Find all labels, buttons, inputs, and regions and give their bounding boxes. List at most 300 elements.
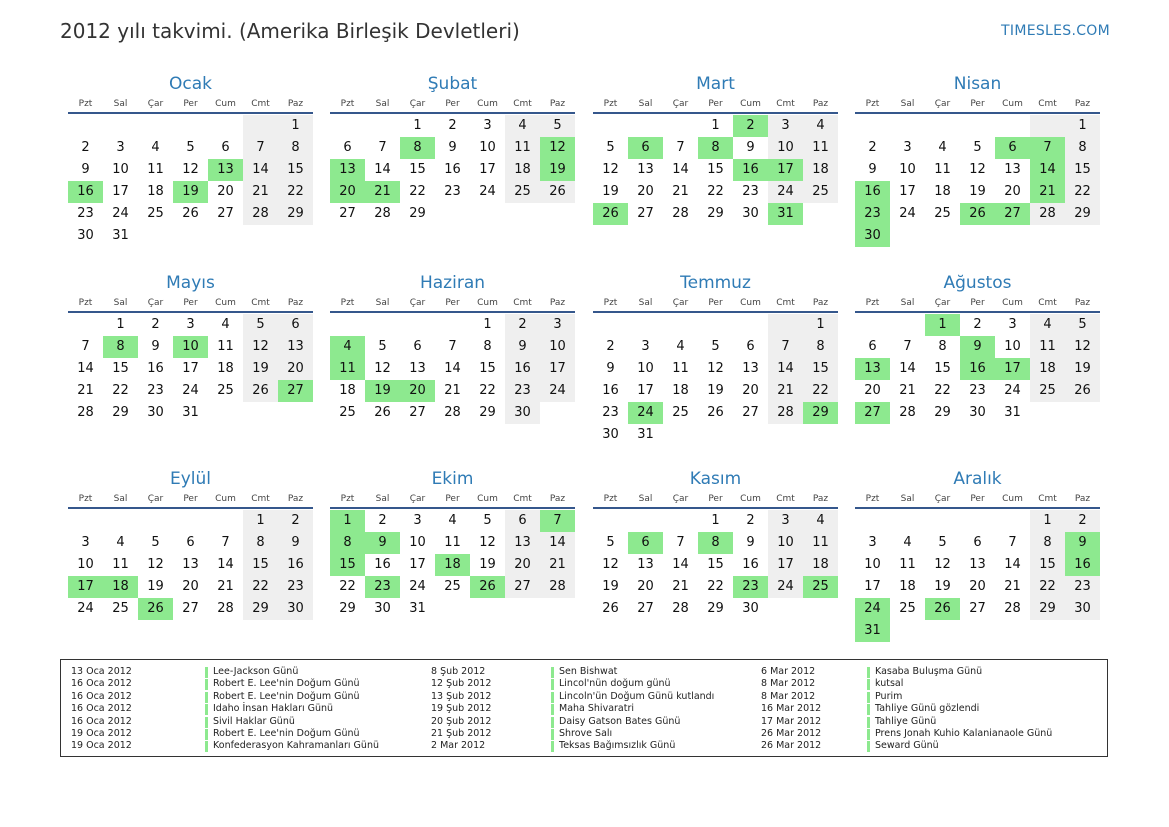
day-cell[interactable]: 5 (711, 339, 720, 354)
day-cell[interactable]: 30 (147, 405, 164, 420)
day-cell[interactable]: 8 (803, 336, 838, 358)
day-cell[interactable]: 2 (278, 510, 313, 532)
day-cell[interactable]: 1 (1065, 115, 1100, 137)
day-cell[interactable]: 2 (448, 118, 457, 133)
holiday-day-cell[interactable]: 19 (173, 181, 208, 203)
day-cell[interactable]: 31 (182, 405, 199, 420)
day-cell[interactable]: 18 (505, 159, 540, 181)
day-cell[interactable]: 20 (864, 383, 881, 398)
day-cell[interactable]: 12 (934, 557, 951, 572)
day-cell[interactable]: 18 (147, 184, 164, 199)
day-cell[interactable]: 18 (1030, 358, 1065, 380)
day-cell[interactable]: 11 (1030, 336, 1065, 358)
day-cell[interactable]: 22 (707, 184, 724, 199)
day-cell[interactable]: 4 (151, 140, 160, 155)
day-cell[interactable]: 26 (540, 181, 575, 203)
day-cell[interactable]: 16 (505, 358, 540, 380)
day-cell[interactable]: 2 (378, 513, 387, 528)
day-cell[interactable]: 29 (409, 206, 426, 221)
day-cell[interactable]: 5 (540, 115, 575, 137)
day-cell[interactable]: 28 (540, 576, 575, 598)
day-cell[interactable]: 24 (540, 380, 575, 402)
day-cell[interactable]: 17 (768, 554, 803, 576)
day-cell[interactable]: 23 (505, 380, 540, 402)
day-cell[interactable]: 17 (637, 383, 654, 398)
day-cell[interactable]: 6 (343, 140, 352, 155)
holiday-day-cell[interactable]: 8 (698, 532, 733, 554)
holiday-day-cell[interactable]: 16 (68, 181, 103, 203)
holiday-day-cell[interactable]: 15 (330, 554, 365, 576)
day-cell[interactable]: 20 (637, 184, 654, 199)
day-cell[interactable]: 2 (973, 317, 982, 332)
holiday-day-cell[interactable]: 26 (925, 598, 960, 620)
holiday-day-cell[interactable]: 13 (855, 358, 890, 380)
day-cell[interactable]: 9 (151, 339, 160, 354)
day-cell[interactable]: 4 (1030, 314, 1065, 336)
day-cell[interactable]: 12 (707, 361, 724, 376)
day-cell[interactable]: 29 (707, 601, 724, 616)
day-cell[interactable]: 1 (803, 314, 838, 336)
day-cell[interactable]: 4 (221, 317, 230, 332)
day-cell[interactable]: 30 (77, 228, 94, 243)
day-cell[interactable]: 15 (243, 554, 278, 576)
day-cell[interactable]: 27 (182, 601, 199, 616)
day-cell[interactable]: 14 (1004, 557, 1021, 572)
day-cell[interactable]: 19 (1065, 358, 1100, 380)
day-cell[interactable]: 5 (186, 140, 195, 155)
day-cell[interactable]: 14 (374, 162, 391, 177)
day-cell[interactable]: 23 (969, 383, 986, 398)
day-cell[interactable]: 15 (803, 358, 838, 380)
day-cell[interactable]: 15 (409, 162, 426, 177)
day-cell[interactable]: 1 (278, 115, 313, 137)
day-cell[interactable]: 7 (676, 140, 685, 155)
day-cell[interactable]: 25 (112, 601, 129, 616)
day-cell[interactable]: 19 (147, 579, 164, 594)
day-cell[interactable]: 15 (278, 159, 313, 181)
day-cell[interactable]: 8 (1065, 137, 1100, 159)
day-cell[interactable]: 25 (147, 206, 164, 221)
day-cell[interactable]: 16 (278, 554, 313, 576)
day-cell[interactable]: 1 (243, 510, 278, 532)
holiday-day-cell[interactable]: 31 (855, 620, 890, 642)
holiday-day-cell[interactable]: 27 (995, 203, 1030, 225)
day-cell[interactable]: 22 (278, 181, 313, 203)
day-cell[interactable]: 19 (707, 383, 724, 398)
day-cell[interactable]: 27 (742, 405, 759, 420)
day-cell[interactable]: 19 (602, 579, 619, 594)
day-cell[interactable]: 29 (707, 206, 724, 221)
day-cell[interactable]: 17 (479, 162, 496, 177)
day-cell[interactable]: 3 (483, 118, 492, 133)
day-cell[interactable]: 22 (409, 184, 426, 199)
day-cell[interactable]: 21 (768, 380, 803, 402)
day-cell[interactable]: 8 (1030, 532, 1065, 554)
day-cell[interactable]: 16 (602, 383, 619, 398)
holiday-day-cell[interactable]: 9 (960, 336, 995, 358)
day-cell[interactable]: 21 (672, 579, 689, 594)
day-cell[interactable]: 4 (448, 513, 457, 528)
day-cell[interactable]: 4 (505, 115, 540, 137)
day-cell[interactable]: 30 (602, 427, 619, 442)
day-cell[interactable]: 12 (479, 535, 496, 550)
day-cell[interactable]: 12 (602, 557, 619, 572)
day-cell[interactable]: 24 (112, 206, 129, 221)
day-cell[interactable]: 23 (602, 405, 619, 420)
day-cell[interactable]: 30 (1065, 598, 1100, 620)
holiday-day-cell[interactable]: 1 (330, 510, 365, 532)
day-cell[interactable]: 20 (637, 579, 654, 594)
day-cell[interactable]: 13 (1004, 162, 1021, 177)
holiday-day-cell[interactable]: 17 (995, 358, 1030, 380)
day-cell[interactable]: 28 (899, 405, 916, 420)
day-cell[interactable]: 14 (672, 162, 689, 177)
day-cell[interactable]: 21 (243, 181, 278, 203)
day-cell[interactable]: 7 (448, 339, 457, 354)
day-cell[interactable]: 28 (1004, 601, 1021, 616)
day-cell[interactable]: 3 (768, 115, 803, 137)
day-cell[interactable]: 6 (278, 314, 313, 336)
day-cell[interactable]: 23 (278, 576, 313, 598)
day-cell[interactable]: 30 (969, 405, 986, 420)
day-cell[interactable]: 30 (742, 601, 759, 616)
day-cell[interactable]: 21 (217, 579, 234, 594)
day-cell[interactable]: 7 (221, 535, 230, 550)
day-cell[interactable]: 15 (479, 361, 496, 376)
day-cell[interactable]: 25 (672, 405, 689, 420)
day-cell[interactable]: 17 (182, 361, 199, 376)
day-cell[interactable]: 5 (606, 140, 615, 155)
day-cell[interactable]: 11 (147, 162, 164, 177)
day-cell[interactable]: 27 (505, 576, 540, 598)
day-cell[interactable]: 10 (864, 557, 881, 572)
day-cell[interactable]: 5 (378, 339, 387, 354)
day-cell[interactable]: 16 (742, 557, 759, 572)
holiday-day-cell[interactable]: 21 (1030, 181, 1065, 203)
day-cell[interactable]: 9 (505, 336, 540, 358)
day-cell[interactable]: 23 (742, 184, 759, 199)
holiday-day-cell[interactable]: 19 (365, 380, 400, 402)
day-cell[interactable]: 29 (112, 405, 129, 420)
day-cell[interactable]: 3 (868, 535, 877, 550)
day-cell[interactable]: 13 (637, 162, 654, 177)
day-cell[interactable]: 6 (746, 339, 755, 354)
holiday-day-cell[interactable]: 16 (733, 159, 768, 181)
holiday-day-cell[interactable]: 24 (855, 598, 890, 620)
day-cell[interactable]: 14 (899, 361, 916, 376)
holiday-day-cell[interactable]: 8 (330, 532, 365, 554)
holiday-day-cell[interactable]: 12 (540, 137, 575, 159)
day-cell[interactable]: 20 (182, 579, 199, 594)
day-cell[interactable]: 5 (483, 513, 492, 528)
day-cell[interactable]: 12 (243, 336, 278, 358)
day-cell[interactable]: 7 (676, 535, 685, 550)
day-cell[interactable]: 19 (934, 579, 951, 594)
day-cell[interactable]: 28 (444, 405, 461, 420)
day-cell[interactable]: 18 (899, 579, 916, 594)
holiday-day-cell[interactable]: 23 (855, 203, 890, 225)
holiday-day-cell[interactable]: 18 (103, 576, 138, 598)
day-cell[interactable]: 14 (243, 159, 278, 181)
day-cell[interactable]: 22 (803, 380, 838, 402)
day-cell[interactable]: 9 (746, 140, 755, 155)
day-cell[interactable]: 26 (243, 380, 278, 402)
day-cell[interactable]: 23 (77, 206, 94, 221)
day-cell[interactable]: 2 (81, 140, 90, 155)
day-cell[interactable]: 12 (1065, 336, 1100, 358)
day-cell[interactable]: 1 (483, 317, 492, 332)
day-cell[interactable]: 12 (602, 162, 619, 177)
day-cell[interactable]: 13 (505, 532, 540, 554)
day-cell[interactable]: 9 (81, 162, 90, 177)
day-cell[interactable]: 24 (409, 579, 426, 594)
day-cell[interactable]: 25 (505, 181, 540, 203)
day-cell[interactable]: 28 (374, 206, 391, 221)
day-cell[interactable]: 15 (707, 557, 724, 572)
day-cell[interactable]: 25 (934, 206, 951, 221)
day-cell[interactable]: 28 (243, 203, 278, 225)
day-cell[interactable]: 5 (1065, 314, 1100, 336)
holiday-day-cell[interactable]: 20 (330, 181, 365, 203)
day-cell[interactable]: 22 (339, 579, 356, 594)
holiday-day-cell[interactable]: 16 (960, 358, 995, 380)
day-cell[interactable]: 7 (903, 339, 912, 354)
day-cell[interactable]: 2 (505, 314, 540, 336)
day-cell[interactable]: 25 (803, 181, 838, 203)
holiday-day-cell[interactable]: 7 (1030, 137, 1065, 159)
day-cell[interactable]: 28 (77, 405, 94, 420)
day-cell[interactable]: 6 (413, 339, 422, 354)
day-cell[interactable]: 25 (899, 601, 916, 616)
day-cell[interactable]: 26 (374, 405, 391, 420)
holiday-day-cell[interactable]: 24 (628, 402, 663, 424)
day-cell[interactable]: 28 (672, 206, 689, 221)
day-cell[interactable]: 29 (934, 405, 951, 420)
day-cell[interactable]: 13 (742, 361, 759, 376)
day-cell[interactable]: 6 (221, 140, 230, 155)
day-cell[interactable]: 20 (742, 383, 759, 398)
holiday-day-cell[interactable]: 9 (1065, 532, 1100, 554)
day-cell[interactable]: 10 (768, 532, 803, 554)
day-cell[interactable]: 13 (637, 557, 654, 572)
holiday-day-cell[interactable]: 27 (855, 402, 890, 424)
holiday-day-cell[interactable]: 9 (365, 532, 400, 554)
day-cell[interactable]: 27 (637, 601, 654, 616)
day-cell[interactable]: 18 (803, 159, 838, 181)
holiday-day-cell[interactable]: 17 (768, 159, 803, 181)
day-cell[interactable]: 18 (934, 184, 951, 199)
day-cell[interactable]: 19 (243, 358, 278, 380)
day-cell[interactable]: 10 (637, 361, 654, 376)
holiday-day-cell[interactable]: 10 (173, 336, 208, 358)
day-cell[interactable]: 10 (409, 535, 426, 550)
day-cell[interactable]: 11 (803, 137, 838, 159)
day-cell[interactable]: 30 (505, 402, 540, 424)
day-cell[interactable]: 1 (711, 513, 720, 528)
day-cell[interactable]: 6 (973, 535, 982, 550)
day-cell[interactable]: 13 (182, 557, 199, 572)
holiday-day-cell[interactable]: 8 (698, 137, 733, 159)
day-cell[interactable]: 4 (676, 339, 685, 354)
day-cell[interactable]: 2 (746, 513, 755, 528)
day-cell[interactable]: 13 (969, 557, 986, 572)
day-cell[interactable]: 20 (217, 184, 234, 199)
day-cell[interactable]: 25 (217, 383, 234, 398)
day-cell[interactable]: 29 (243, 598, 278, 620)
holiday-day-cell[interactable]: 26 (960, 203, 995, 225)
day-cell[interactable]: 1 (413, 118, 422, 133)
day-cell[interactable]: 14 (444, 361, 461, 376)
day-cell[interactable]: 11 (672, 361, 689, 376)
day-cell[interactable]: 7 (378, 140, 387, 155)
day-cell[interactable]: 11 (112, 557, 129, 572)
day-cell[interactable]: 4 (938, 140, 947, 155)
day-cell[interactable]: 30 (278, 598, 313, 620)
day-cell[interactable]: 29 (339, 601, 356, 616)
day-cell[interactable]: 3 (1008, 317, 1017, 332)
day-cell[interactable]: 14 (768, 358, 803, 380)
day-cell[interactable]: 6 (186, 535, 195, 550)
day-cell[interactable]: 22 (112, 383, 129, 398)
day-cell[interactable]: 4 (903, 535, 912, 550)
day-cell[interactable]: 3 (413, 513, 422, 528)
day-cell[interactable]: 3 (903, 140, 912, 155)
day-cell[interactable]: 16 (147, 361, 164, 376)
day-cell[interactable]: 11 (444, 535, 461, 550)
day-cell[interactable]: 26 (602, 601, 619, 616)
day-cell[interactable]: 23 (1065, 576, 1100, 598)
day-cell[interactable]: 4 (116, 535, 125, 550)
day-cell[interactable]: 20 (278, 358, 313, 380)
holiday-day-cell[interactable]: 30 (855, 225, 890, 247)
day-cell[interactable]: 17 (864, 579, 881, 594)
day-cell[interactable]: 7 (1008, 535, 1017, 550)
day-cell[interactable]: 2 (868, 140, 877, 155)
day-cell[interactable]: 21 (540, 554, 575, 576)
day-cell[interactable]: 3 (540, 314, 575, 336)
holiday-day-cell[interactable]: 21 (365, 181, 400, 203)
holiday-day-cell[interactable]: 16 (855, 181, 890, 203)
day-cell[interactable]: 18 (217, 361, 234, 376)
day-cell[interactable]: 9 (746, 535, 755, 550)
day-cell[interactable]: 5 (973, 140, 982, 155)
day-cell[interactable]: 30 (742, 206, 759, 221)
day-cell[interactable]: 27 (217, 206, 234, 221)
day-cell[interactable]: 3 (186, 317, 195, 332)
day-cell[interactable]: 2 (151, 317, 160, 332)
day-cell[interactable]: 7 (81, 339, 90, 354)
holiday-day-cell[interactable]: 8 (103, 336, 138, 358)
day-cell[interactable]: 17 (540, 358, 575, 380)
day-cell[interactable]: 27 (339, 206, 356, 221)
day-cell[interactable]: 17 (409, 557, 426, 572)
holiday-day-cell[interactable]: 25 (803, 576, 838, 598)
day-cell[interactable]: 10 (112, 162, 129, 177)
day-cell[interactable]: 24 (899, 206, 916, 221)
holiday-day-cell[interactable]: 23 (365, 576, 400, 598)
holiday-day-cell[interactable]: 2 (733, 115, 768, 137)
day-cell[interactable]: 8 (938, 339, 947, 354)
day-cell[interactable]: 19 (479, 557, 496, 572)
holiday-day-cell[interactable]: 20 (400, 380, 435, 402)
day-cell[interactable]: 9 (868, 162, 877, 177)
day-cell[interactable]: 18 (339, 383, 356, 398)
day-cell[interactable]: 13 (409, 361, 426, 376)
holiday-day-cell[interactable]: 16 (1065, 554, 1100, 576)
day-cell[interactable]: 11 (899, 557, 916, 572)
holiday-day-cell[interactable]: 6 (995, 137, 1030, 159)
holiday-day-cell[interactable]: 11 (330, 358, 365, 380)
site-link[interactable]: TIMESLES.COM (1001, 23, 1110, 39)
day-cell[interactable]: 23 (147, 383, 164, 398)
day-cell[interactable]: 1 (116, 317, 125, 332)
day-cell[interactable]: 22 (934, 383, 951, 398)
day-cell[interactable]: 17 (112, 184, 129, 199)
day-cell[interactable]: 8 (278, 137, 313, 159)
day-cell[interactable]: 21 (672, 184, 689, 199)
day-cell[interactable]: 20 (1004, 184, 1021, 199)
day-cell[interactable]: 14 (540, 532, 575, 554)
day-cell[interactable]: 31 (112, 228, 129, 243)
day-cell[interactable]: 7 (243, 137, 278, 159)
day-cell[interactable]: 7 (768, 336, 803, 358)
day-cell[interactable]: 9 (606, 361, 615, 376)
day-cell[interactable]: 11 (934, 162, 951, 177)
day-cell[interactable]: 5 (606, 535, 615, 550)
holiday-day-cell[interactable]: 7 (540, 510, 575, 532)
day-cell[interactable]: 10 (1004, 339, 1021, 354)
day-cell[interactable]: 26 (1065, 380, 1100, 402)
day-cell[interactable]: 19 (969, 184, 986, 199)
day-cell[interactable]: 22 (479, 383, 496, 398)
day-cell[interactable]: 22 (1030, 576, 1065, 598)
day-cell[interactable]: 28 (1030, 203, 1065, 225)
holiday-day-cell[interactable]: 26 (470, 576, 505, 598)
day-cell[interactable]: 10 (899, 162, 916, 177)
day-cell[interactable]: 15 (1065, 159, 1100, 181)
day-cell[interactable]: 18 (672, 383, 689, 398)
holiday-day-cell[interactable]: 1 (925, 314, 960, 336)
holiday-day-cell[interactable]: 6 (628, 137, 663, 159)
day-cell[interactable]: 30 (374, 601, 391, 616)
day-cell[interactable]: 3 (641, 339, 650, 354)
day-cell[interactable]: 21 (899, 383, 916, 398)
day-cell[interactable]: 3 (768, 510, 803, 532)
day-cell[interactable]: 31 (637, 427, 654, 442)
day-cell[interactable]: 28 (217, 601, 234, 616)
holiday-day-cell[interactable]: 31 (768, 203, 803, 225)
day-cell[interactable]: 29 (278, 203, 313, 225)
day-cell[interactable]: 24 (768, 181, 803, 203)
day-cell[interactable]: 10 (77, 557, 94, 572)
holiday-day-cell[interactable]: 13 (330, 159, 365, 181)
day-cell[interactable]: 2 (1065, 510, 1100, 532)
day-cell[interactable]: 16 (444, 162, 461, 177)
day-cell[interactable]: 12 (374, 361, 391, 376)
holiday-day-cell[interactable]: 4 (330, 336, 365, 358)
holiday-day-cell[interactable]: 26 (138, 598, 173, 620)
day-cell[interactable]: 25 (444, 579, 461, 594)
day-cell[interactable]: 8 (243, 532, 278, 554)
holiday-day-cell[interactable]: 8 (400, 137, 435, 159)
day-cell[interactable]: 3 (116, 140, 125, 155)
day-cell[interactable]: 24 (768, 576, 803, 598)
day-cell[interactable]: 10 (540, 336, 575, 358)
day-cell[interactable]: 11 (803, 532, 838, 554)
day-cell[interactable]: 13 (278, 336, 313, 358)
day-cell[interactable]: 8 (483, 339, 492, 354)
day-cell[interactable]: 21 (444, 383, 461, 398)
